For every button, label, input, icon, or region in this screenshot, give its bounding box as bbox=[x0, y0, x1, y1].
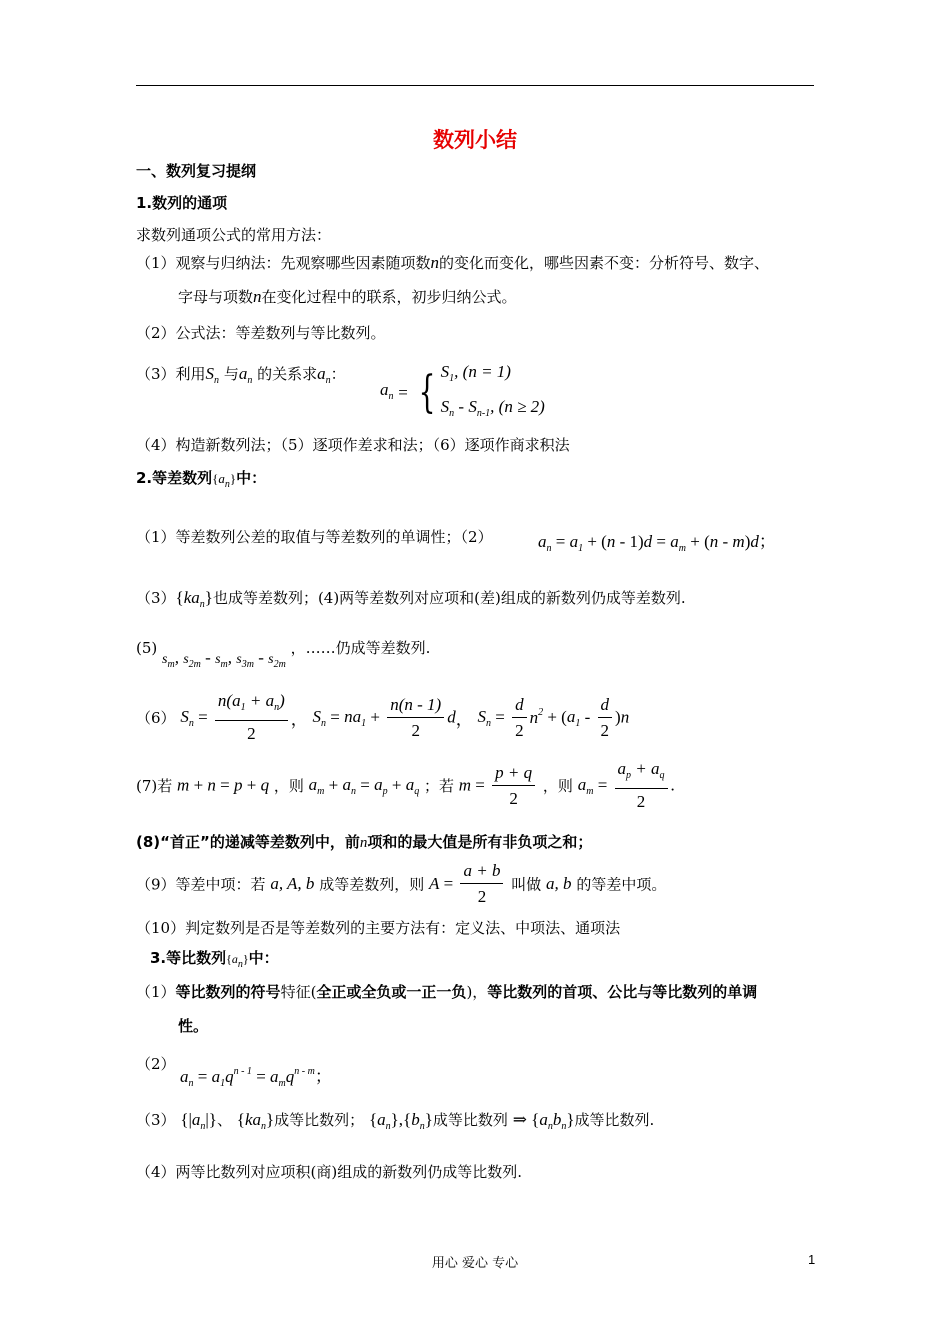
header-rule bbox=[136, 85, 814, 86]
document-title: 数列小结 bbox=[433, 128, 517, 152]
formula-general-term: $a_n = a_1 + (n - 1)d = a_m + (n - m)d$； bbox=[538, 532, 776, 554]
formula-an-cases: $a_n$ = { $S_1$, (n = 1) $S_n - S_{n-1}$, (n ≥ 2) bbox=[380, 362, 545, 419]
section-heading: 一、数列复习提纲 bbox=[136, 162, 257, 180]
formula-property: (7)若 m + n = p + q ，则 $a_m + a_n = a_p + a_q$ ；若 m = $\frac{p + q}{2}$ ，则 $a_m$ = $\frac{a_p + a_q}{2}$ . bbox=[136, 759, 675, 811]
paragraph: $(3)\{ka_n\}$也成等差数列；(4)两等差数列对应项和(差)组成的新数列仍成等差数列. bbox=[136, 588, 686, 610]
page-number: 1 bbox=[808, 1252, 816, 1267]
subsection-heading-2: 2.等差数列$\{a_n\}$中： bbox=[136, 469, 267, 490]
math-n: n bbox=[253, 287, 262, 306]
paragraph: （1）等差数列公差的取值与等差数列的单调性；（2） bbox=[136, 528, 493, 546]
paragraph: （3） $\{|a_n|\}$、 $\{ka_n\}$成等比数列； $\{a_n\},\{b_n\}$成等比数列 ⇒ $\{a_nb_n\}$成等比数列. bbox=[136, 1110, 655, 1132]
paragraph: （3）利用$S_n$ 与$a_n$ 的关系求$a_n$： bbox=[136, 364, 346, 386]
paragraph: （9）等差中项：若 a, A, b 成等差数列，则 A = $\frac{a + b}{2}$ 叫做 a, b 的等差中项。 bbox=[136, 861, 667, 906]
paragraph: (5) $s_m$, $s_{2m} - s_m$, $s_{3m} - s_{2m}$ ，……仍成等差数列. bbox=[136, 639, 431, 670]
paragraph: （2） bbox=[136, 1055, 176, 1073]
formula-geometric-term: $a_n = a_1q^{n - 1} = a_mq^{n - m}$； bbox=[180, 1066, 332, 1089]
formula-sum-formulas: （6） $S_n$ = $\frac{n(a_1 + a_n)}{2}$ ， $S_n = na_1$ + $\frac{n(n - 1)}{2}$ d， $S_n$ = $\frac{d}{2}$ $n^2 + (a_1$ - $\frac{d}{2}$ )n bbox=[136, 691, 630, 743]
page-footer: 用心 爱心 专心 bbox=[431, 1256, 519, 1271]
subsection-heading-3: 3.等比数列$\{a_n\}$中： bbox=[150, 949, 279, 970]
paragraph-bold: (8)“首正”的递减等差数列中，前n项和的最大值是所有非负项之和； bbox=[136, 833, 593, 851]
paragraph: （1）观察与归纳法：先观察哪些因素随项数n的变化而变化，哪些因素不变：分析符号、数字、 bbox=[136, 253, 770, 272]
paragraph: 求数列通项公式的常用方法： bbox=[136, 226, 332, 244]
paragraph: （4）两等比数列对应项积(商)组成的新数列仍成等比数列. bbox=[136, 1163, 523, 1181]
subsection-heading-1: 1.数列的通项 bbox=[136, 194, 228, 212]
paragraph: 字母与项数n在变化过程中的联系，初步归纳公式。 bbox=[178, 287, 517, 306]
paragraph: （10）判定数列是否是等差数列的主要方法有：定义法、中项法、通项法 bbox=[136, 919, 621, 937]
paragraph: （4）构造新数列法；（5）逐项作差求和法；（6）逐项作商求积法 bbox=[136, 436, 570, 454]
paragraph-bold: 性。 bbox=[178, 1017, 209, 1035]
paragraph: （2）公式法：等差数列与等比数列。 bbox=[136, 324, 386, 342]
paragraph: （1）等比数列的符号特征(全正或全负或一正一负)，等比数列的首项、公比与等比数列的单调 bbox=[136, 983, 758, 1001]
math-n: n bbox=[430, 253, 440, 272]
